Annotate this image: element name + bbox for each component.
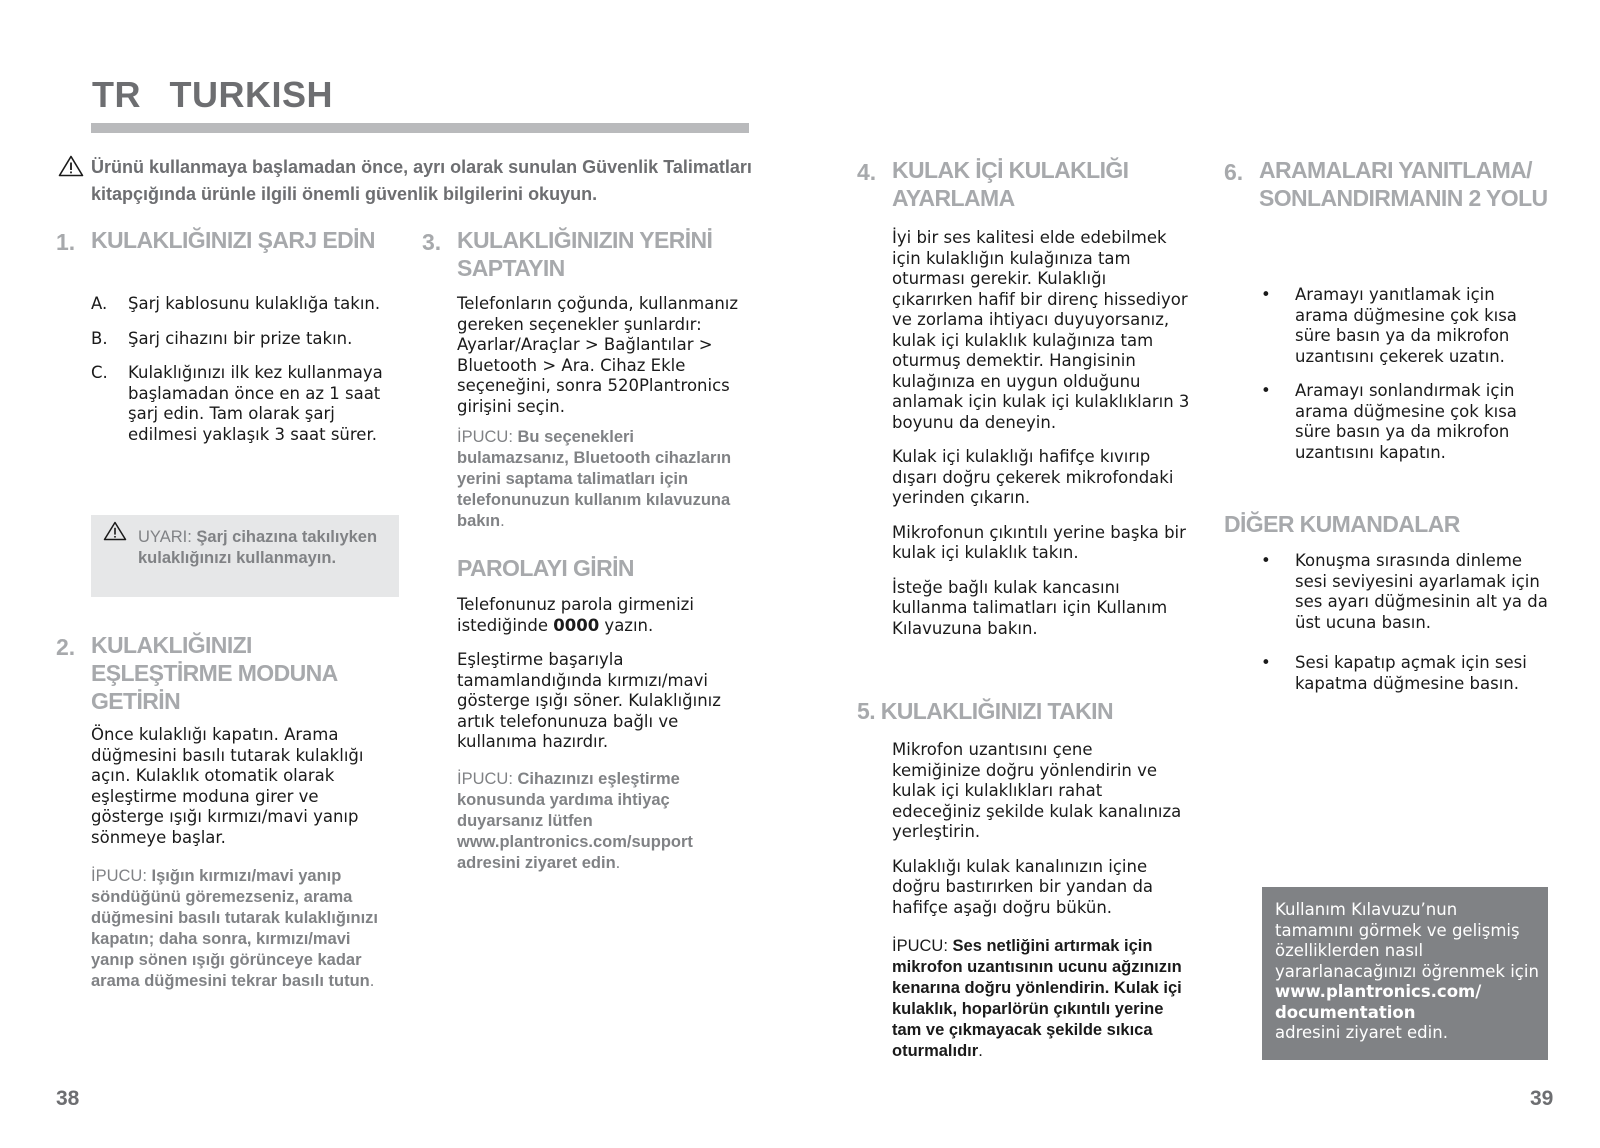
list-item	[91, 294, 391, 315]
warning-triangle-icon	[103, 521, 127, 541]
section-4-paragraph: İyi bir ses kalitesi elde edebilmek için kulaklığın kulağınıza tam oturması gerekir. Kulaklığı çıkarırken hafif bir direnç hissediyor ve zorlama ihtiyacı duyuyorsanız, kulak içi kulaklık kulağınıza tam oturmuş demektir. Hangisinin kulağınıza en uygun olduğunu anlamak için kulak içi kulaklıkların 3 boyunu da deneyin.	[892, 228, 1190, 432]
bullet-item	[1259, 551, 1553, 633]
bullet-item	[1259, 653, 1553, 694]
tip-label: İPUCU:	[91, 867, 147, 885]
section-5-title: 5. KULAKLIĞINIZI TAKIN	[857, 698, 1113, 724]
section-2-number: 2.	[56, 634, 76, 660]
list-item	[91, 363, 391, 445]
section-4-body	[892, 228, 1190, 653]
section-6-title: ARAMALARI YANITLAMA/ SONLANDIRMANIN 2 YOLU	[1259, 157, 1548, 211]
section-2-body: Önce kulaklığı kapatın. Arama düğmesini basılı tutarak kulaklığı açın. Kulaklık otomatik olarak eşleştirme moduna girer ve gösterge ışığı kırmızı/mavi yanıp sönmeye başlar.	[91, 725, 364, 847]
section-1-title: KULAKLIĞINIZI ŞARJ EDİN	[91, 227, 375, 253]
warning-message: Şarj cihazına takılıyken kulaklığınızı kullanmayın.	[138, 528, 378, 567]
documentation-link[interactable]: www.plantronics.com/ documentation	[1275, 982, 1482, 1022]
list-marker: C.	[91, 363, 108, 382]
bullet-item	[1259, 381, 1553, 463]
page-number-left: 38	[56, 1087, 80, 1110]
parola-tip	[457, 769, 747, 874]
list-item	[91, 329, 391, 350]
section-4-title: KULAK İÇİ KULAKLIĞI AYARLAMA	[892, 157, 1129, 211]
section-4-number: 4.	[857, 159, 877, 185]
section-3-tip	[457, 427, 747, 532]
bullet-icon: •	[1261, 285, 1271, 304]
bullet-item	[1259, 285, 1553, 367]
section-4-paragraph: İsteğe bağlı kulak kancasını kullanma talimatları için Kullanım Kılavuzuna bakın.	[892, 577, 1168, 638]
diger-list	[1259, 551, 1553, 708]
safety-notice: Ürünü kullanmaya başlamadan önce, ayrı olarak sunulan Güvenlik Talimatları kitapçığında ürünle ilgili önemli güvenlik bilgilerini okuyun.	[91, 157, 752, 204]
warning-triangle-icon	[58, 155, 84, 177]
info-text: adresini ziyaret edin.	[1275, 1023, 1448, 1042]
title-rule	[91, 123, 749, 133]
info-box-text	[1275, 900, 1540, 1044]
section-5-tip	[892, 936, 1182, 1062]
parola-body	[457, 595, 747, 767]
section-4-paragraph: Mikrofonun çıkıntılı yerine başka bir kulak içi kulaklık takın.	[892, 522, 1186, 562]
bullet-text: Sesi kapatıp açmak için sesi kapatma düğmesine basın.	[1295, 653, 1527, 693]
tip-text: Işığın kırmızı/mavi yanıp söndüğünü göremezseniz, arama düğmesini basılı tutarak kulaklığınızı kapatın; daha sonra, kırmızı/mavi yanıp sönen ışığı görünceye kadar arama düğmesini tekrar basılı tutun	[91, 867, 378, 990]
list-item-text: Şarj kablosunu kulaklığa takın.	[128, 294, 381, 313]
diger-title: DİĞER KUMANDALAR	[1224, 511, 1460, 537]
section-3-number: 3.	[422, 229, 442, 255]
bullet-text: Aramayı yanıtlamak için arama düğmesine çok kısa süre basın ya da mikrofon uzantısını çekerek uzatın.	[1295, 285, 1517, 366]
parola-title: PAROLAYI GİRİN	[457, 555, 634, 581]
section-4-paragraph: Kulak içi kulaklığı hafifçe kıvırıp dışarı doğru çekerek mikrofondaki yerinden çıkarın.	[892, 447, 1174, 507]
parola-text: Telefonunuz parola girmenizi istediğinde	[457, 595, 694, 635]
bullet-icon: •	[1261, 551, 1271, 570]
tip-text: Cihazınızı eşleştirme konusunda yardıma ihtiyaç duyarsanız lütfen www.plantronics.com/support adresini ziyaret edin	[457, 770, 693, 872]
passcode: 0000	[553, 615, 600, 635]
parola-text: yazın.	[599, 615, 654, 635]
list-item-text: Şarj cihazını bir prize takın.	[128, 328, 353, 348]
section-3-title: KULAKLIĞINIZIN YERİNİ SAPTAYIN	[457, 227, 713, 281]
tip-end: .	[500, 512, 505, 530]
section-5-paragraph: Mikrofon uzantısını çene kemiğinize doğru yönlendirin ve kulak içi kulaklıkları rahat edeceğiniz şekilde kulak kanalınıza yerleştirin.	[892, 740, 1182, 841]
tip-label: İPUCU:	[892, 937, 948, 955]
bullet-icon: •	[1261, 653, 1271, 672]
section-6-list	[1259, 285, 1553, 477]
tip-text: Bu seçenekleri bulamazsanız, Bluetooth cihazların yerini saptama talimatları için telefonunuzun kullanım kılavuzuna bakın	[457, 428, 732, 530]
info-text: Kullanım Kılavuzu’nun tamamını görmek ve gelişmiş özelliklerden nasıl yararlanacağınızı öğrenmek için	[1275, 900, 1539, 981]
bullet-text: Konuşma sırasında dinleme sesi seviyesini ayarlamak için ses ayarı düğmesinin alt ya da üst ucuna basın.	[1295, 551, 1548, 632]
list-item-text: Kulaklığınızı ilk kez kullanmaya başlamadan önce en az 1 saat şarj edin. Tam olarak şarj edilmesi yaklaşık 3 saat sürer.	[128, 363, 383, 444]
section-3-body: Telefonların çoğunda, kullanmanız gereken seçenekler şunlardır: Ayarlar/Araçlar > Bağlantılar > Bluetooth > Ara. Cihaz Ekle seçeneğini, sonra 520Plantronics girişini seçin.	[457, 294, 739, 416]
section-2-title: KULAKLIĞINIZI EŞLEŞTİRME MODUNA GETİRİN	[91, 632, 337, 714]
section-2-tip	[91, 866, 391, 992]
tip-end: .	[978, 1042, 983, 1060]
section-5-paragraph: Kulaklığı kulak kanalınızın içine doğru bastırırken bir yandan da hafifçe aşağı doğru bükün.	[892, 856, 1154, 917]
page-title: TR TURKISH	[92, 74, 333, 115]
parola-paragraph: Eşleştirme başarıyla tamamlandığında kırmızı/mavi gösterge ışığı söner. Kulaklığınız artık telefonunuza bağlı ve kullanıma hazırdır.	[457, 650, 721, 751]
list-marker: A.	[91, 294, 108, 313]
tip-end: .	[369, 972, 375, 990]
bullet-icon: •	[1261, 381, 1271, 400]
tip-label: İPUCU:	[457, 428, 513, 446]
warning-label: UYARI:	[138, 528, 192, 546]
page-number-right: 39	[1530, 1087, 1554, 1110]
tip-text: Ses netliğini artırmak için mikrofon uzantısının ucunu ağzınızın kenarına doğru yönlendirin. Kulak içi kulaklık, hoparlörün çıkıntılı yerine tam ve çıkmayacak şekilde sıkıca oturmalıdır	[892, 937, 1182, 1060]
section-1-list	[91, 294, 391, 459]
section-1-number: 1.	[56, 229, 76, 255]
tip-end: .	[615, 854, 621, 872]
bullet-text: Aramayı sonlandırmak için arama düğmesine çok kısa süre basın ya da mikrofon uzantısını kapatın.	[1295, 381, 1517, 462]
warning-text	[138, 527, 378, 568]
parola-paragraph	[457, 595, 747, 636]
section-5-body	[892, 740, 1182, 932]
section-6-number: 6.	[1224, 159, 1244, 185]
list-marker: B.	[91, 328, 108, 348]
tip-label: İPUCU:	[457, 770, 513, 788]
